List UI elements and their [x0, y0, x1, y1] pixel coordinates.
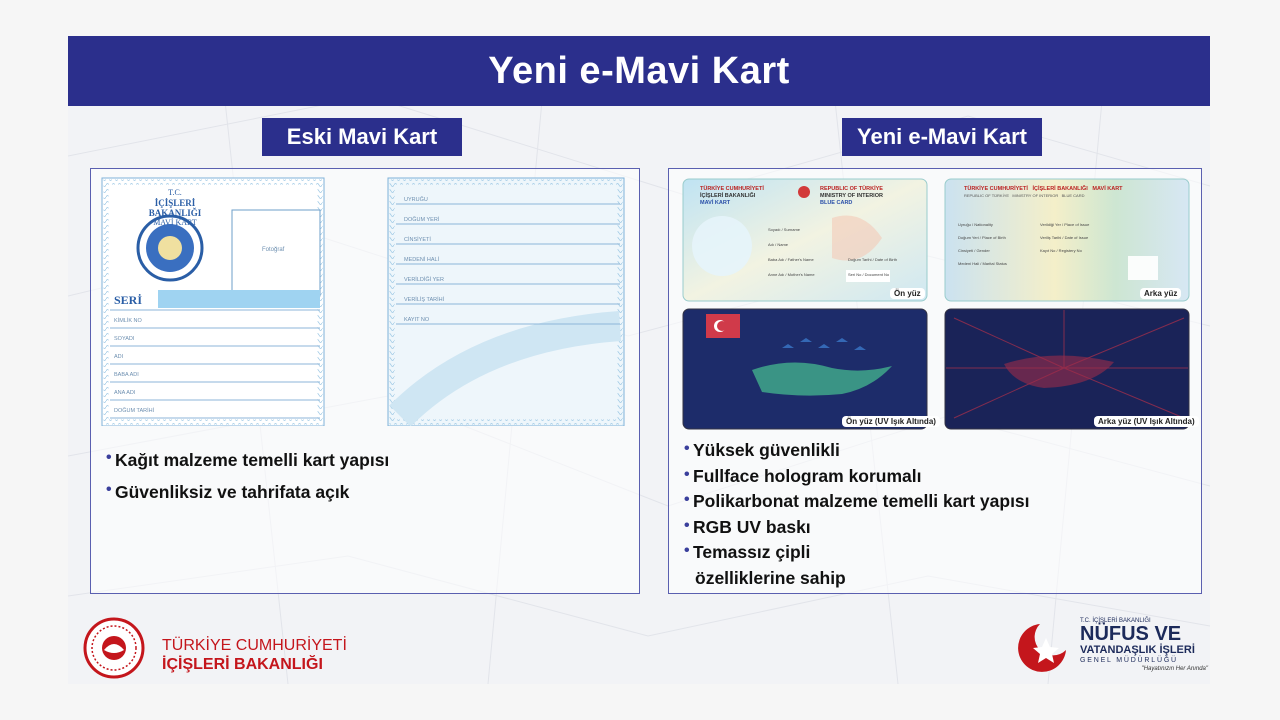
bullet-item: • Polikarbonat malzeme temelli kart yapısı: [684, 491, 1030, 511]
nufus-name: [1080, 618, 1208, 672]
old-card-fields-left: [114, 312, 154, 420]
old-field: ANA ADI: [114, 390, 136, 396]
old-field: BABA ADI: [114, 372, 139, 378]
old-card-label: Eski Mavi Kart: [262, 118, 462, 156]
old-field: VERİLDİĞİ YER: [404, 277, 444, 283]
nufus-slogan: "Hayatınızın Her Anında": [1141, 666, 1208, 672]
front-fields: Soyadı / Surname Adı / Name Baba Adı / Father's Name Anne Adı / Mother's Name: [768, 227, 815, 277]
old-field: DOĞUM YERİ: [404, 217, 440, 223]
ministry-line1: TÜRKİYE CUMHURİYETİ: [162, 637, 347, 654]
caption-back-uv: Arka yüz (UV Işık Altında): [1094, 416, 1199, 427]
old-card-ministry: İÇİŞLERİ BAKANLIĞI: [148, 198, 202, 218]
bullet-item: • Kağıt malzeme temelli kart yapısı: [106, 449, 390, 470]
old-field: DOĞUM TARİHİ: [114, 408, 155, 414]
front-header-en: REPUBLIC OF TÜRKİYE MINISTRY OF INTERIOR BLUE CARD: [820, 186, 883, 206]
old-card-photo-label: Fotoğraf: [262, 247, 285, 253]
old-field: MEDENİ HALİ: [404, 257, 440, 263]
old-field: ADI: [114, 354, 124, 360]
old-field: VERİLİŞ TARİHİ: [404, 297, 445, 303]
old-field: KİMLİK NO: [114, 318, 142, 324]
front-fields-right: Doğum Tarihi / Date of Birth Seri No / Document No: [848, 257, 898, 277]
new-card-label: Yeni e-Mavi Kart: [842, 118, 1042, 156]
page-title: Yeni e-Mavi Kart: [68, 36, 1210, 106]
ministry-seal-icon: [74, 616, 154, 680]
caption-back: Arka yüz: [1140, 288, 1181, 299]
old-field: KAYIT NO: [404, 317, 430, 323]
old-card-bullets: [106, 444, 389, 508]
old-card-fields-right: [404, 190, 444, 330]
slide: [68, 36, 1210, 684]
ministry-name: [162, 636, 347, 674]
old-field: SOYADI: [114, 336, 135, 342]
caption-front: Ön yüz: [890, 288, 925, 299]
old-field: CİNSİYETİ: [404, 237, 431, 243]
bullet-item: • Güvenliksiz ve tahrifata açık: [106, 481, 350, 502]
new-card-back-uv: [944, 308, 1190, 430]
nufus-line1: NÜFUS VE: [1080, 623, 1182, 645]
old-field: UYRUĞU: [404, 197, 428, 203]
bullet-item: özelliklerine sahip: [695, 567, 846, 588]
back-fields-right: Verildiği Yer / Place of Issue Veriliş Tarihi / Date of Issue Kayıt No / Registery No: [1040, 222, 1090, 253]
back-header: TÜRKİYE CUMHURİYETİ İÇİŞLERİ BAKANLIĞI MAVİ KART: [964, 186, 1123, 192]
nufus-logo-icon: [1010, 620, 1070, 672]
front-header-tr: TÜRKİYE CUMHURİYETİ İÇİŞLERİ BAKANLIĞI MAVİ KART: [700, 186, 764, 206]
old-card-name: MAVİ KART: [153, 218, 197, 227]
bullet-item: • Yüksek güvenlikli: [684, 440, 840, 460]
nufus-top: T.C. İÇİŞLERİ BAKANLIĞI: [1080, 618, 1151, 624]
new-card-bullets: [684, 438, 1030, 591]
caption-front-uv: Ön yüz (UV Işık Altında): [842, 416, 940, 427]
old-card-tc: T.C.: [168, 188, 182, 197]
bullet-item: • Fullface hologram korumalı: [684, 465, 922, 486]
back-header-en: REPUBLIC OF TÜRKİYE MINISTRY OF INTERIOR BLUE CARD: [964, 193, 1085, 198]
ministry-line2: İÇİŞLERİ BAKANLIĞI: [162, 656, 323, 673]
old-card-header: [130, 188, 220, 228]
new-card-front-uv: [682, 308, 928, 430]
bullet-item: • RGB UV baskı: [684, 516, 811, 537]
nufus-line2: VATANDAŞLIK İŞLERİ: [1080, 644, 1195, 656]
nufus-line3: GENEL MÜDÜRLÜĞÜ: [1080, 657, 1178, 664]
back-fields: Uyruğu / Nationality Doğum Yeri / Place of Birth Cinsiyeti / Gender Medeni Hali / Marital Status: [958, 222, 1007, 266]
old-card-seri: SERİ: [114, 293, 143, 307]
bullet-item: • Temassız çipli: [684, 542, 811, 562]
